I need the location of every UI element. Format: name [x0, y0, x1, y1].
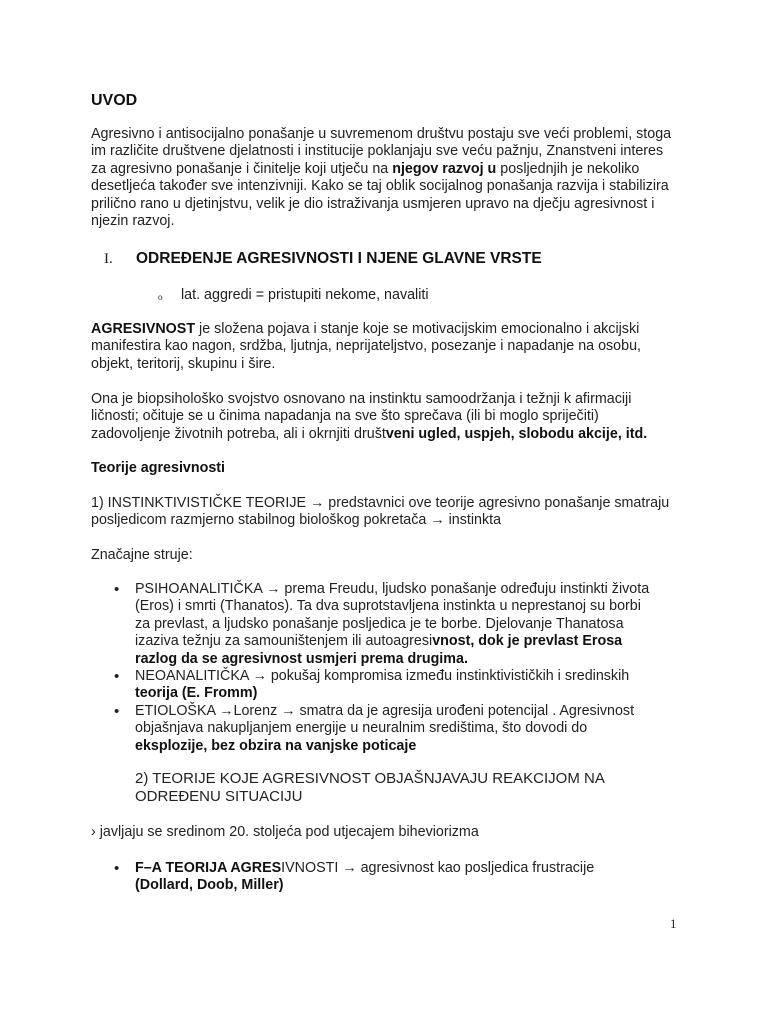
- fa-theory-authors: (Dollard, Doob, Miller): [135, 877, 284, 894]
- bio-bold-text: veni ugled, uspjeh, slobodu akcije, itd.: [385, 425, 648, 442]
- sub-bullet-marker: o: [158, 292, 163, 302]
- bullet-bold-text: eksplozije, bez obzira na vanjske poticaje: [135, 737, 417, 754]
- intro-bold-text: njegov razvoj u: [392, 160, 497, 177]
- bullet-text: PSIHOANALITIČKA → prema Freudu, ljudsko ponašanje određuju instinkti života (Eros) i smrti (Thanatos). Ta dva suprotstavljena instinkta u neprestanoj su borbi za prevlast, a ljudsko ponašanje posljedica je te borbe. Djelovanje Thanatosa izaziva težnju za samouništenjem ili autoagresi: [135, 581, 650, 650]
- page-number: 1: [670, 916, 677, 931]
- section-title: ODREĐENJE AGRESIVNOSTI I NJENE GLAVNE VRSTE: [136, 250, 542, 267]
- bullet-frustration-aggression: [135, 860, 635, 895]
- intro-paragraph: [91, 126, 681, 230]
- bullet-text: NEOANALITIČKA → pokušaj kompromisa između instinktivističkih i sredinskih: [135, 668, 630, 684]
- bio-paragraph: [91, 391, 681, 443]
- definition-term: AGRESIVNOST: [91, 321, 196, 337]
- intro-text: Agresivno i antisocijalno ponašanje u suvremenom društvu postaju sve veći problemi, stoga im različite društvene djelatnosti i institucije poklanjaju sve veću pažnju, Znanstveni interes za agresivno ponašanje i činitelje koji utječu na: [91, 126, 672, 177]
- section-numeral: I.: [104, 251, 113, 267]
- theories-heading: Teorije agresivnosti: [91, 460, 226, 476]
- fa-theory-text: IVNOSTI → agresivnost kao posljedica frustracije: [281, 860, 595, 876]
- bullet-etiological: [135, 703, 655, 755]
- bullet-bold-text: teorija (E. Fromm): [135, 685, 258, 702]
- bio-text: Ona je biopsihološko svojstvo osnovano na instinktu samoodržanja i težnji k afirmaciji ličnosti; očituje se u činima napadanja na sve što sprečava (ili bi moglo spriječiti) zadovoljenje životnih potreba, ali i okrnjiti društ: [91, 391, 632, 442]
- fa-theory-bold: F–A TEORIJA AGRES: [135, 860, 282, 876]
- bullet-text: ETIOLOŠKA →Lorenz → smatra da je agresija urođeni potencijal . Agresivnost objašnjava nakupljanjem energije u neuralnim središtima, što dovodi do: [135, 703, 635, 737]
- bullet-marker: •: [114, 860, 120, 877]
- behaviorism-note: › javljaju se sredinom 20. stoljeća pod utjecajem biheviorizma: [91, 824, 479, 840]
- page-heading: UVOD: [91, 92, 138, 109]
- bullet-marker: •: [114, 581, 120, 598]
- bullet-marker: •: [114, 703, 120, 720]
- bullet-neoanalytic: [135, 668, 665, 703]
- bullet-psychoanalytic: [135, 581, 655, 668]
- definition-text: je složena pojava i stanje koje se motivacijskim emocionalno i akcijski manifestira kao nagon, srdžba, ljutnja, neprijateljstvo, posezanje i napadanje na osobu, objekt, teritorij, skupinu i šire.: [91, 321, 641, 372]
- sub-item: lat. aggredi = pristupiti nekome, navaliti: [181, 287, 429, 303]
- intro-text-end: posljednjih je nekoliko desetljeća također sve intenzivniji. Kako se taj oblik socijalnog ponašanja razvija i stabilizira prilično rano u djetinjstvu, velik je dio istraživanja usmjeren upravo na dječju agresivnost i njezin razvoj.: [91, 160, 669, 230]
- bullet-bold-text: vnost, dok je prevlast Erosa razlog da se agresivnost usmjeri prema drugima.: [135, 633, 623, 667]
- reaction-theories-heading: 2) TEORIJE KOJE AGRESIVNOST OBJAŠNJAVAJU REAKCIJOM NA ODREĐENU SITUACIJU: [135, 770, 604, 805]
- instinct-theories-paragraph: 1) INSTINKTIVISTIČKE TEORIJE → predstavnici ove teorije agresivno ponašanje smatraju posljedicom razmjerno stabilnog biološkog pokretača → instinkta: [91, 495, 670, 529]
- bullet-marker: •: [114, 668, 120, 685]
- definition-paragraph: [91, 321, 681, 373]
- streams-label: Značajne struje:: [91, 547, 193, 563]
